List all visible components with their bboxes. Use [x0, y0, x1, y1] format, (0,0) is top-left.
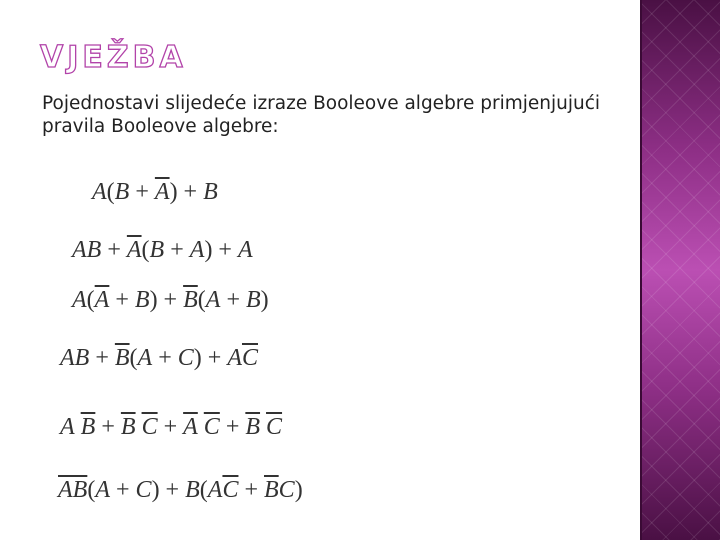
boolean-expression-1: $A(B + \overline{A}) + B$ [92, 179, 218, 205]
boolean-expression-5: A $\overline{B} + \overline{B}$ $\overline{C} + \overline{A}$ $\overline{C} + \overline{B}$ $\overline{C}$ [60, 414, 283, 440]
boolean-expression-6: $\overline{AB}(A + C) + B(A\overline{C} + \overline{B}C)$ [58, 477, 303, 503]
slide-title: VJEŽBA [40, 40, 187, 75]
boolean-expression-3: $A(\overline{A} + B) + \overline{B}(A + B)$ [72, 287, 269, 313]
boolean-expression-2: AB + $\overline{A}(B + A) + A$ [72, 237, 253, 263]
boolean-expression-4: AB + $\overline{B}(A + C) + A\overline{C}$ [60, 345, 258, 371]
side-panel-edge [640, 0, 642, 540]
decorative-side-panel [640, 0, 720, 540]
slide-instructions: Pojednostavi slijedeće izraze Booleove algebre primjenjujući pravila Booleove algebre: [42, 93, 601, 137]
